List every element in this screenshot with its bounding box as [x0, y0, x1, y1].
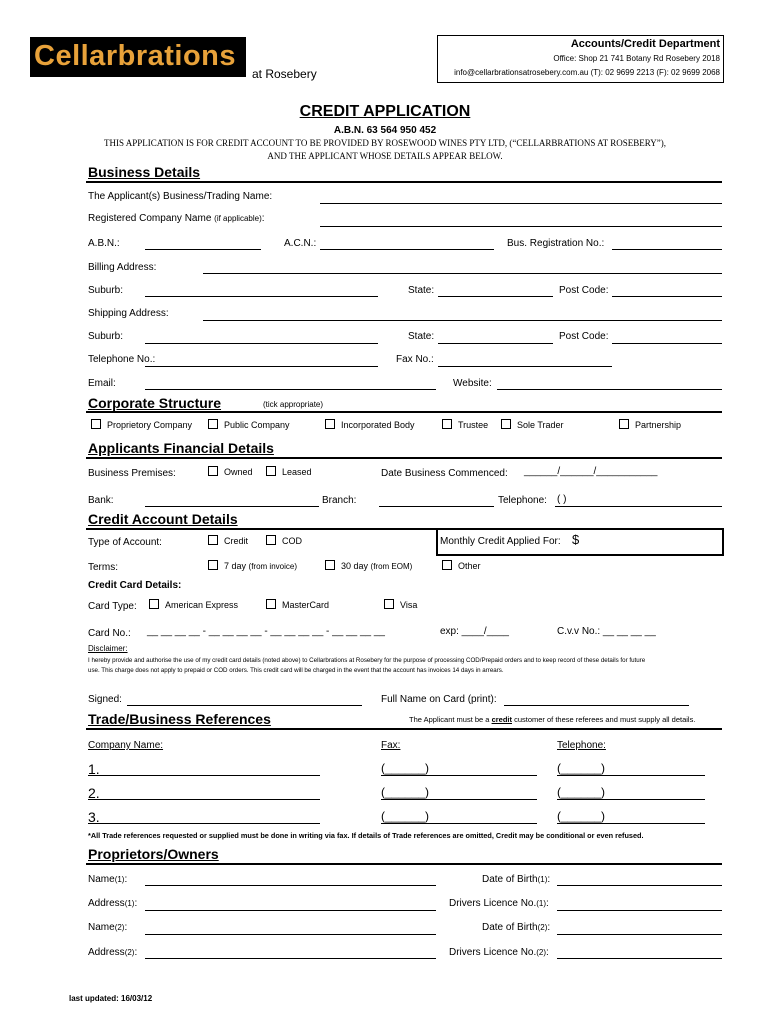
contact-details: info@cellarbrationsatrosebery.com.au (T): 02 9699 2213 (F): 02 9699 2068 [454, 68, 720, 77]
suburb-label-1: Suburb: [88, 285, 124, 296]
ref-1-fax[interactable] [381, 775, 537, 776]
option-public[interactable]: Public Company [208, 419, 290, 430]
cvv-field[interactable]: C.v.v No.: __ __ __ __ [557, 626, 656, 637]
business-details-heading: Business Details [88, 164, 201, 180]
premises-label: Business Premises: [88, 468, 176, 479]
postcode-field-1[interactable] [612, 296, 722, 297]
full-name-field[interactable] [504, 705, 689, 706]
signed-label: Signed: [88, 694, 122, 705]
option-7-day[interactable]: 7 day (from invoice) [208, 560, 297, 571]
exp-field[interactable]: exp: ____/____ [440, 626, 509, 637]
ref-1-number: 1. [88, 761, 100, 777]
telephone-field[interactable] [145, 366, 378, 367]
page-title: CREDIT APPLICATION [299, 103, 471, 120]
card-no-field[interactable]: __ __ __ __ - __ __ __ __ - __ __ __ __ - __ __ __ __ [147, 626, 385, 637]
suburb-field-2[interactable] [145, 343, 378, 344]
bank-field[interactable] [145, 506, 319, 507]
licence-1-label: Drivers Licence No.(1): [449, 898, 549, 909]
company-name-col: Company Name: [88, 740, 164, 751]
company-name-field[interactable] [320, 226, 722, 227]
address-1-label: Address(1): [88, 898, 138, 909]
website-label: Website: [453, 378, 492, 389]
checkbox[interactable] [149, 599, 159, 609]
card-details-label: Credit Card Details: [88, 580, 182, 591]
ref-2-fax-paren: (______) [381, 785, 430, 799]
checkbox[interactable] [442, 560, 452, 570]
card-no-label: Card No.: [88, 628, 131, 639]
trade-note: The Applicant must be a credit customer of these referees and must supply all details. [409, 715, 696, 724]
option-proprietory[interactable]: Proprietory Company [91, 419, 192, 430]
ref-1-company[interactable] [88, 775, 320, 776]
option-trustee[interactable]: Trustee [442, 419, 488, 430]
ref-2-telephone[interactable] [557, 799, 705, 800]
name-2-label: Name(2): [88, 922, 128, 933]
ref-3-telephone[interactable] [557, 823, 705, 824]
financial-details-heading: Applicants Financial Details [88, 440, 274, 456]
ref-3-company[interactable] [88, 823, 320, 824]
checkbox[interactable] [325, 419, 335, 429]
licence-2-field[interactable] [557, 958, 722, 959]
ref-2-tel-paren: (______) [557, 785, 606, 799]
type-of-account-label: Type of Account: [88, 537, 162, 548]
postcode-label-1: Post Code: [559, 285, 609, 296]
bank-telephone-paren: ( ) [557, 494, 567, 505]
checkbox[interactable] [266, 599, 276, 609]
trade-footnote: *All Trade references requested or supplied must be done in writing via fax. If details of Trade references are omitted, Credit may be conditional or even refused. [88, 831, 644, 840]
date-commenced-label: Date Business Commenced: [381, 468, 508, 479]
state-label-1: State: [408, 285, 435, 296]
ref-1-tel-paren: (______) [557, 761, 606, 775]
ref-3-fax-paren: (______) [381, 809, 430, 823]
address-2-field[interactable] [145, 958, 436, 959]
acn-field[interactable] [320, 249, 494, 250]
checkbox[interactable] [325, 560, 335, 570]
name-1-label: Name(1): [88, 874, 128, 885]
bank-telephone-field[interactable] [555, 506, 722, 507]
checkbox[interactable] [384, 599, 394, 609]
dob-1-label: Date of Birth(1): [482, 874, 551, 885]
licence-2-label: Drivers Licence No.(2): [449, 947, 549, 958]
intro-line-1: THIS APPLICATION IS FOR CREDIT ACCOUNT TO BE PROVIDED BY ROSEWOOD WINES PTY LTD, (“CELLARBRATIONS AT ROSEBERY”), [103, 138, 667, 148]
ref-2-fax[interactable] [381, 799, 537, 800]
acn-label: A.C.N.: [284, 238, 317, 249]
branch-field[interactable] [379, 506, 494, 507]
checkbox[interactable] [208, 419, 218, 429]
ref-2-number: 2. [88, 785, 100, 801]
bank-label: Bank: [88, 495, 114, 506]
shipping-field[interactable] [203, 320, 722, 321]
billing-field[interactable] [203, 273, 722, 274]
trading-name-label: The Applicant(s) Business/Trading Name: [88, 191, 273, 202]
card-type-label: Card Type: [88, 601, 137, 612]
name-1-field[interactable] [145, 885, 436, 886]
checkbox[interactable] [208, 466, 218, 476]
checkbox[interactable] [91, 419, 101, 429]
option-owned[interactable]: Owned [208, 466, 253, 477]
trade-references-heading: Trade/Business References [88, 711, 271, 727]
signed-field[interactable] [127, 705, 362, 706]
corporate-structure-heading: Corporate Structure [88, 395, 222, 411]
licence-1-field[interactable] [557, 910, 722, 911]
checkbox[interactable] [266, 535, 276, 545]
abn-number: A.B.N. 63 564 950 452 [333, 125, 437, 136]
abn-field[interactable] [145, 249, 261, 250]
company-name-label: Registered Company Name (if applicable): [88, 213, 265, 224]
abn-label: A.B.N.: [88, 238, 120, 249]
bus-reg-field[interactable] [612, 249, 722, 250]
name-2-field[interactable] [145, 934, 436, 935]
trading-name-field[interactable] [320, 203, 722, 204]
dob-2-label: Date of Birth(2): [482, 922, 551, 933]
telephone-label: Telephone No.: [88, 354, 156, 365]
option-partnership[interactable]: Partnership [619, 419, 681, 430]
terms-label: Terms: [88, 562, 118, 573]
fax-col: Fax: [381, 740, 401, 751]
monthly-credit-label: Monthly Credit Applied For: [440, 536, 561, 547]
email-label: Email: [88, 378, 116, 389]
disclaimer-line-1: I hereby provide and authorise the use of my credit card details (noted above) to Cellarbrations at Rosebery for the purpose of processing COD/Prepaid orders and to keep record of these details for future [88, 657, 646, 664]
branch-label: Branch: [322, 495, 357, 506]
ref-1-telephone[interactable] [557, 775, 705, 776]
bank-telephone-label: Telephone: [498, 495, 547, 506]
dollar-sign: $ [572, 532, 580, 547]
option-cod[interactable]: COD [266, 535, 302, 546]
postcode-label-2: Post Code: [559, 331, 609, 342]
billing-label: Billing Address: [88, 262, 157, 273]
checkbox[interactable] [501, 419, 511, 429]
address-2-label: Address(2): [88, 947, 138, 958]
ref-2-company[interactable] [88, 799, 320, 800]
state-label-2: State: [408, 331, 435, 342]
checkbox[interactable] [442, 419, 452, 429]
email-field[interactable] [145, 389, 436, 390]
bus-reg-label: Bus. Registration No.: [507, 238, 605, 249]
option-credit[interactable]: Credit [208, 535, 248, 546]
postcode-field-2[interactable] [612, 343, 722, 344]
last-updated: last updated: 16/03/12 [69, 994, 153, 1003]
date-commenced-field[interactable]: ______/______/___________ [524, 466, 658, 477]
checkbox[interactable] [266, 466, 276, 476]
disclaimer-label: Disclaimer: [88, 644, 128, 653]
ref-3-number: 3. [88, 809, 100, 825]
website-field[interactable] [497, 389, 722, 390]
suburb-label-2: Suburb: [88, 331, 124, 342]
logo-text: Cellarbrations [34, 40, 236, 72]
option-sole-trader[interactable]: Sole Trader [501, 419, 564, 430]
ref-3-tel-paren: (______) [557, 809, 606, 823]
office-address: Office: Shop 21 741 Botany Rd Rosebery 2018 [553, 54, 720, 63]
credit-account-heading: Credit Account Details [88, 511, 238, 527]
ref-3-fax[interactable] [381, 823, 537, 824]
state-field-1[interactable] [438, 296, 553, 297]
telephone-col: Telephone: [557, 740, 606, 751]
option-other[interactable]: Other [442, 560, 481, 571]
fax-field[interactable] [438, 366, 612, 367]
address-1-field[interactable] [145, 910, 436, 911]
full-name-label: Full Name on Card (print): [381, 694, 497, 705]
logo-tagline: at Rosebery [252, 67, 317, 81]
disclaimer-line-2: use. This charge does not apply to prepaid or COD orders. This credit card will be charged in the event that the account has invoices 14 days in arrears. [88, 667, 504, 674]
option-incorporated[interactable]: Incorporated Body [325, 419, 415, 430]
proprietors-heading: Proprietors/Owners [88, 846, 219, 862]
dob-1-field[interactable] [557, 885, 722, 886]
ref-1-fax-paren: (______) [381, 761, 430, 775]
checkbox[interactable] [619, 419, 629, 429]
dept-title: Accounts/Credit Department [570, 38, 720, 50]
option-visa[interactable]: Visa [384, 599, 417, 610]
fax-label: Fax No.: [396, 354, 434, 365]
option-mastercard[interactable]: MasterCard [266, 599, 329, 610]
option-amex[interactable]: American Express [149, 599, 238, 610]
tick-note: (tick appropriate) [263, 400, 324, 409]
option-30-day[interactable]: 30 day (from EOM) [325, 560, 412, 571]
option-leased[interactable]: Leased [266, 466, 312, 477]
shipping-label: Shipping Address: [88, 308, 169, 319]
intro-line-2: AND THE APPLICANT WHOSE DETAILS APPEAR BELOW. [267, 151, 503, 161]
checkbox[interactable] [208, 535, 218, 545]
state-field-2[interactable] [438, 343, 553, 344]
dob-2-field[interactable] [557, 934, 722, 935]
suburb-field-1[interactable] [145, 296, 378, 297]
checkbox[interactable] [208, 560, 218, 570]
